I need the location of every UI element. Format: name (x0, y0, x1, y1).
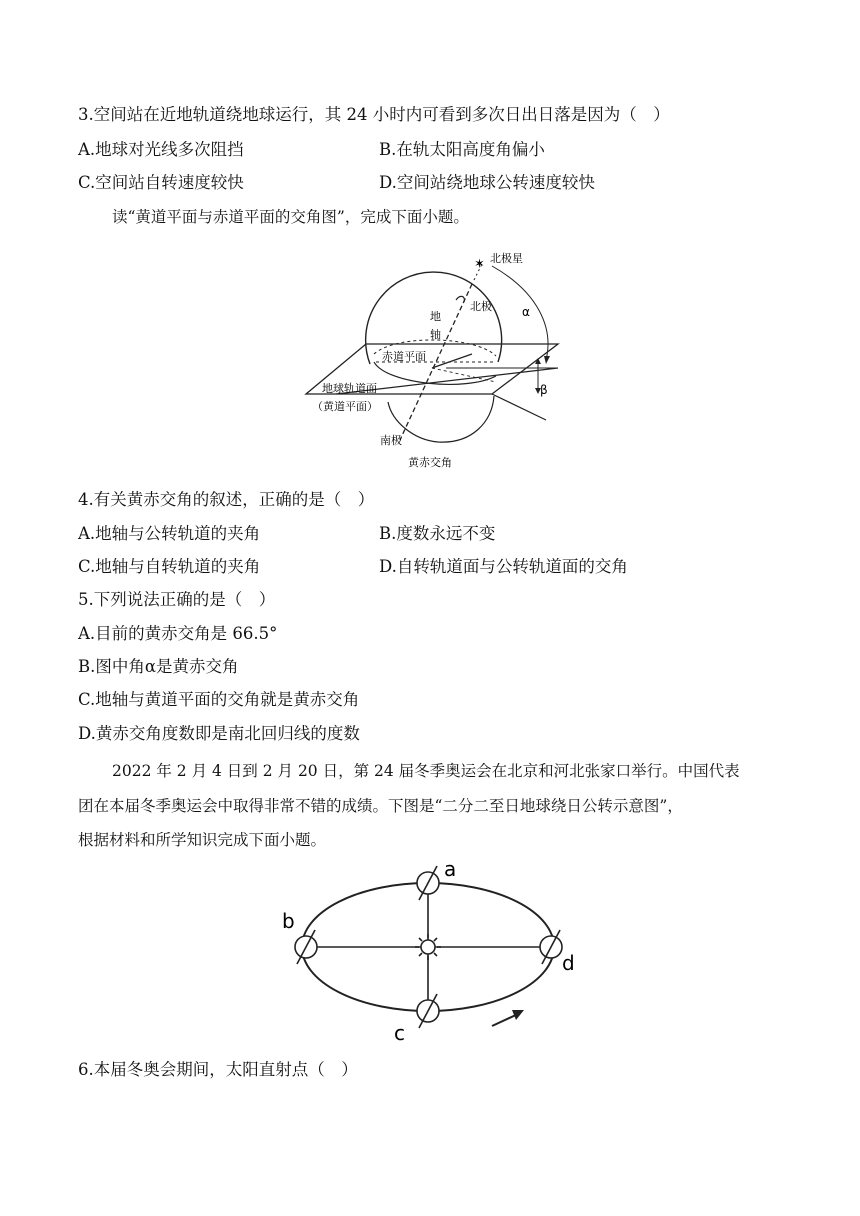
direction-arrow-icon (492, 1010, 524, 1026)
label-a: a (444, 857, 457, 881)
intro2-line1: 2022 年 2 月 4 日到 2 月 20 日，第 24 届冬季奥运会在北京和河北张家口举行。中国代表 (112, 762, 740, 780)
q4-stem: 4.有关黄赤交角的叙述，正确的是（ ） (78, 490, 375, 509)
q3-option-a: A.地球对光线多次阻挡 (78, 140, 244, 159)
label-d: d (562, 951, 575, 975)
label-north-pole: 北极 (470, 300, 492, 313)
intro2-line3: 根据材料和所学知识完成下面小题。 (78, 831, 327, 849)
q3-option-d: D.空间站绕地球公转速度较快 (379, 173, 595, 192)
q6-stem: 6.本届冬奥会期间，太阳直射点（ ） (78, 1060, 358, 1079)
intro2-line2: 团在本届冬季奥运会中取得非常不错的成绩。下图是“二分二至日地球绕日公转示意图”， (78, 797, 683, 815)
label-c: c (394, 1021, 405, 1045)
q5-option-a: A.目前的黄赤交角是 66.5° (78, 624, 278, 643)
q4-option-b: B.度数永远不变 (379, 524, 496, 543)
earth-b (295, 930, 317, 964)
q3-option-c: C.空间站自转速度较快 (78, 173, 244, 192)
label-beta: β (540, 383, 548, 397)
q3-stem: 3.空间站在近地轨道绕地球运行，其 24 小时内可看到多次日出日落是因为（ ） (78, 105, 670, 124)
label-axis-2: 轴 (430, 328, 441, 341)
q4-option-a: A.地轴与公转轨道的夹角 (78, 524, 261, 543)
globe-lower (388, 396, 494, 442)
orbit-figure (278, 852, 590, 1048)
label-south-pole: 南极 (380, 434, 402, 447)
q4-option-d: D.自转轨道面与公转轨道面的交角 (379, 557, 628, 576)
label-b: b (282, 909, 295, 933)
label-equator-plane: 赤道平面 (382, 350, 426, 363)
alpha-arc (492, 266, 548, 360)
label-ecliptic-plane: （黄道平面） (312, 400, 378, 413)
ecliptic-equator-figure (296, 244, 572, 476)
q5-option-b: B.图中角α是黄赤交角 (78, 657, 239, 676)
q5-stem: 5.下列说法正确的是（ ） (78, 590, 276, 609)
q5-option-c: C.地轴与黄道平面的交角就是黄赤交角 (78, 690, 360, 709)
sun-icon (415, 934, 441, 960)
q3-option-b: B.在轨太阳高度角偏小 (379, 140, 545, 159)
label-alpha: α (522, 305, 530, 319)
label-obliquity: 黄赤交角 (408, 456, 452, 469)
intro-ecliptic: 读“黄道平面与赤道平面的交角图”，完成下面小题。 (112, 208, 469, 226)
label-orbit-plane: 地球轨道面 (322, 382, 377, 395)
q5-option-d: D.黄赤交角度数即是南北回归线的度数 (78, 724, 360, 743)
q4-option-c: C.地轴与自转轨道的夹角 (78, 557, 261, 576)
north-star-icon: ✶ (474, 257, 485, 272)
label-north-star: 北极星 (490, 252, 523, 265)
label-axis-1: 地 (430, 310, 441, 323)
